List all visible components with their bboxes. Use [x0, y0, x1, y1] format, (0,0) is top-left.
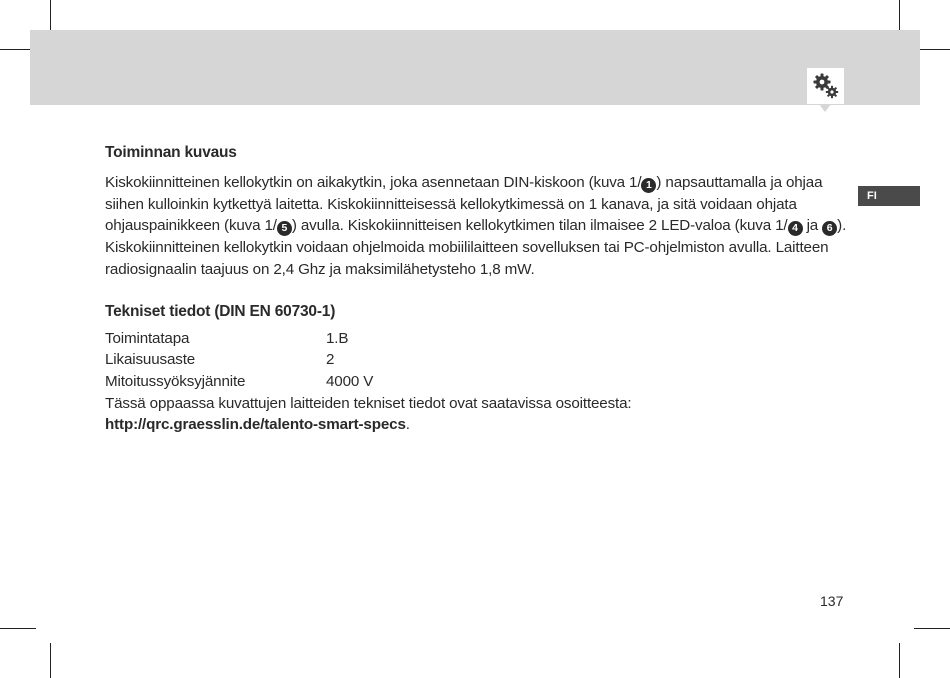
spec-row [105, 371, 850, 393]
spec-value: 2 [326, 351, 335, 369]
crop-mark [899, 643, 900, 678]
figure-ref-badge: 1 [641, 178, 656, 193]
figure-ref-badge: 4 [788, 221, 803, 236]
page-number: 137 [820, 593, 844, 609]
description-part: ) napsauttamalla ja ohjaa siihen kulloinkin kytkettyä laitetta. Kiskokiinnitteisessä kellokytkimessä on 1 kanava, ja sitä voidaan ohjata ohjauspainikkeen (kuva 1/ [105, 174, 823, 235]
specs-link-line [105, 414, 850, 436]
description-text [105, 172, 850, 281]
description-section [105, 142, 850, 281]
gears-icon-pointer [819, 104, 831, 112]
crop-mark [50, 643, 51, 678]
spec-row [105, 328, 850, 350]
crop-mark [914, 628, 950, 629]
spec-row [105, 349, 850, 371]
specs-heading: Tekniset tiedot (DIN EN 60730-1) [105, 302, 336, 320]
spec-value: 1.B [326, 329, 349, 347]
figure-ref-badge: 6 [822, 221, 837, 236]
specs-link-suffix: . [405, 416, 410, 434]
gears-icon [812, 72, 840, 100]
spec-label: Likaisuusaste [105, 351, 196, 369]
description-part: ja [802, 217, 823, 235]
spec-label: Mitoitussyöksyjännite [105, 372, 246, 390]
description-heading: Toiminnan kuvaus [105, 144, 237, 161]
specs-section [105, 301, 850, 437]
specs-link[interactable]: http://qrc.graesslin.de/talento-smart-specs [105, 416, 406, 434]
gears-icon-box [807, 68, 844, 104]
figure-ref-badge: 5 [277, 221, 292, 236]
description-part: ) avulla. Kiskokiinnitteisen kellokytkimen tilan ilmaisee 2 LED-valoa (kuva 1/ [291, 217, 788, 235]
language-tab: FI [858, 186, 920, 206]
crop-mark [0, 628, 36, 629]
description-part: ). Kiskokiinnitteinen kellokytkin voidaan ohjelmoida mobiililaitteen sovelluksen tai PC-ohjelmiston avulla. Laitteen radiosignaalin taajuus on 2,4 Ghz ja maksimilähetysteho 1,8 mW. [105, 217, 847, 278]
page-content [105, 142, 850, 436]
spec-label: Toimintatapa [105, 329, 190, 347]
header-band [30, 30, 920, 105]
spec-value: 4000 V [326, 372, 374, 390]
specs-note: Tässä oppaassa kuvattujen laitteiden tekniset tiedot ovat saatavissa osoitteesta: [105, 394, 632, 412]
description-part: Kiskokiinnitteinen kellokytkin on aikakytkin, joka asennetaan DIN-kiskoon (kuva 1/ [105, 174, 642, 191]
